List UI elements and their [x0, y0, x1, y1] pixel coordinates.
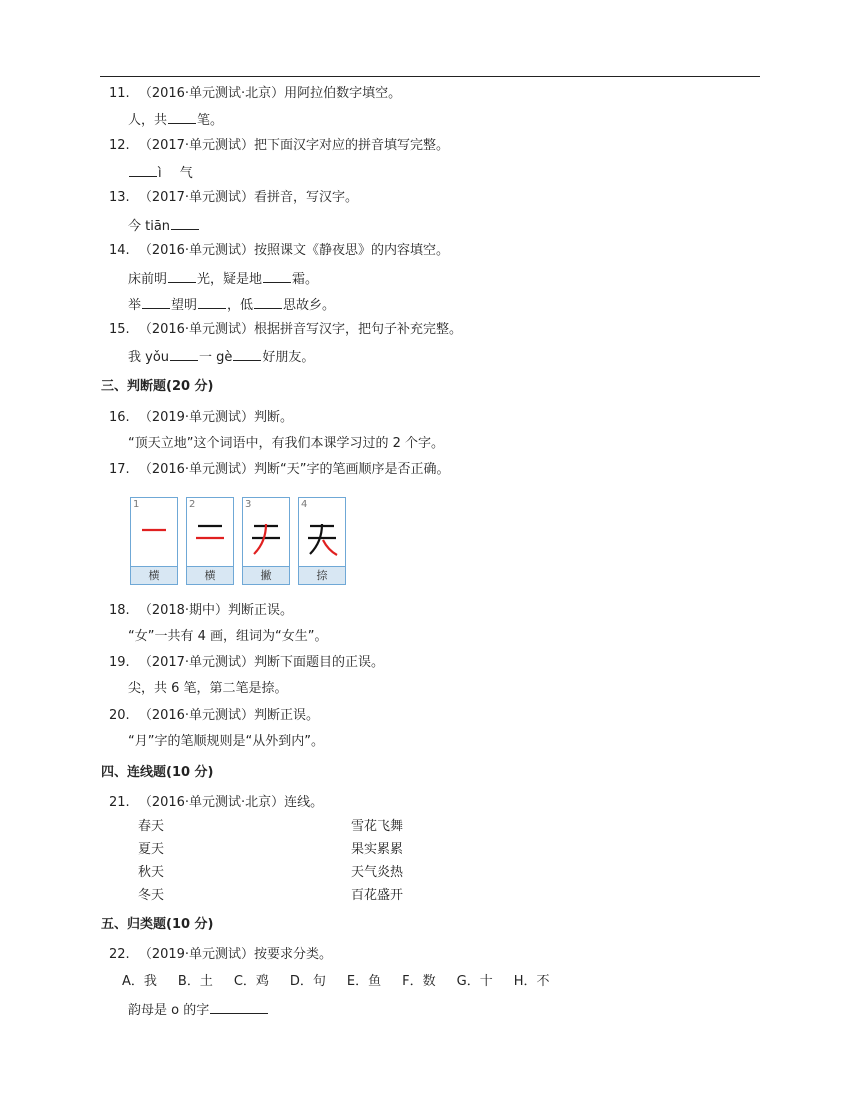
section-heading-4: 四、连线题(10 分)	[101, 765, 214, 780]
answer-blank[interactable]	[263, 270, 291, 283]
stroke-diagram	[190, 510, 230, 564]
question-12	[109, 138, 449, 154]
question-number: 13.	[109, 190, 130, 205]
question-number: 12.	[109, 138, 130, 153]
answer-blank[interactable]	[129, 164, 157, 177]
question-number: 16.	[109, 410, 130, 425]
pinyin-fragment: ì	[158, 166, 162, 181]
question-13	[109, 190, 358, 206]
answer-blank[interactable]	[210, 1001, 268, 1014]
question-number: 22.	[109, 947, 130, 962]
question-text: （2017·单元测试）判断下面题目的正误。	[138, 655, 385, 670]
question-text: （2018·期中）判断正误。	[138, 603, 294, 618]
option-c[interactable]: C．鸡	[233, 974, 269, 989]
match-left-4[interactable]: 冬天	[138, 888, 165, 903]
stroke-number: 2	[189, 499, 196, 510]
answer-blank[interactable]	[254, 296, 282, 309]
statement-16: “顶天立地”这个词语中，有我们本课学习过的 2 个字。	[128, 436, 445, 451]
question-21	[109, 795, 323, 811]
answer-blank[interactable]	[171, 217, 199, 230]
question-15	[109, 322, 462, 338]
section-heading-5: 五、归类题(10 分)	[101, 917, 214, 932]
answer-blank[interactable]	[170, 348, 198, 361]
answer-line-15	[128, 348, 314, 366]
stroke-name: 捺	[299, 566, 345, 584]
question-18	[109, 603, 293, 619]
option-b[interactable]: B．土	[177, 974, 213, 989]
question-11	[109, 86, 401, 102]
question-number: 17.	[109, 462, 130, 477]
match-right-2[interactable]: 果实累累	[351, 842, 404, 857]
option-d[interactable]: D．句	[289, 974, 326, 989]
text-fragment: 好朋友。	[262, 350, 315, 365]
question-16	[109, 410, 293, 426]
stroke-name: 横	[187, 566, 233, 584]
text-fragment: 霜。	[292, 272, 319, 287]
stroke-diagram	[134, 510, 174, 564]
question-20	[109, 708, 319, 724]
question-text: （2016·单元测试·北京）连线。	[138, 795, 324, 810]
stroke-number: 4	[301, 499, 308, 510]
statement-18: “女”一共有 4 画，组词为“女生”。	[128, 629, 328, 644]
text-fragment: 人，共	[128, 113, 168, 128]
option-h[interactable]: H．不	[513, 974, 550, 989]
match-right-4[interactable]: 百花盛开	[351, 888, 404, 903]
question-text: （2017·单元测试）看拼音，写汉字。	[138, 190, 359, 205]
text-fragment: 思故乡。	[283, 298, 336, 313]
option-e[interactable]: E．鱼	[346, 974, 382, 989]
question-number: 21.	[109, 795, 130, 810]
section-heading-3: 三、判断题(20 分)	[101, 379, 214, 394]
match-right-3[interactable]: 天气炎热	[351, 865, 404, 880]
answer-blank[interactable]	[168, 270, 196, 283]
question-number: 18.	[109, 603, 130, 618]
option-g[interactable]: G．十	[456, 974, 493, 989]
answer-line-22	[128, 1001, 269, 1019]
stroke-card-2	[186, 497, 234, 585]
question-text: （2016·单元测试）判断“天”字的笔画顺序是否正确。	[138, 462, 450, 477]
header-rule	[100, 76, 760, 77]
text-fragment: 韵母是 o 的字	[128, 1003, 210, 1018]
stroke-diagram	[246, 510, 286, 564]
question-14	[109, 243, 449, 259]
answer-blank[interactable]	[233, 348, 261, 361]
stroke-card-3	[242, 497, 290, 585]
answer-blank[interactable]	[168, 111, 196, 124]
answer-line-13	[128, 217, 200, 235]
text-fragment: 笔。	[197, 113, 224, 128]
match-left-3[interactable]: 秋天	[138, 865, 165, 880]
text-fragment: 光，疑是地	[197, 272, 263, 287]
stroke-name: 撇	[243, 566, 289, 584]
question-19	[109, 655, 384, 671]
answer-blank[interactable]	[142, 296, 170, 309]
text-fragment: 我 yǒu	[128, 350, 170, 365]
text-fragment: 一 gè	[199, 350, 233, 365]
match-left-2[interactable]: 夏天	[138, 842, 165, 857]
question-text: （2019·单元测试）按要求分类。	[138, 947, 333, 962]
text-fragment: 今 tiān	[128, 219, 171, 234]
text-fragment: 举	[128, 298, 142, 313]
question-text: （2016·单元测试）判断正误。	[138, 708, 320, 723]
question-17	[109, 462, 450, 478]
option-a[interactable]: A．我	[122, 974, 157, 989]
answer-blank[interactable]	[198, 296, 226, 309]
match-right-1[interactable]: 雪花飞舞	[351, 819, 404, 834]
stroke-card-1	[130, 497, 178, 585]
question-number: 20.	[109, 708, 130, 723]
match-left-1[interactable]: 春天	[138, 819, 165, 834]
stroke-diagram	[302, 510, 342, 564]
statement-20: “月”字的笔顺规则是“从外到内”。	[128, 734, 324, 749]
text-fragment: 床前明	[128, 272, 168, 287]
question-text: （2019·单元测试）判断。	[138, 410, 294, 425]
character: 气	[179, 166, 193, 181]
statement-19: 尖，共 6 笔，第二笔是捺。	[128, 681, 288, 696]
question-number: 11.	[109, 86, 130, 101]
options-row	[122, 974, 570, 990]
question-number: 19.	[109, 655, 130, 670]
answer-line-14a	[128, 270, 318, 288]
text-fragment: ，低	[227, 298, 254, 313]
answer-line-11	[128, 111, 223, 129]
stroke-card-4	[298, 497, 346, 585]
question-22	[109, 947, 332, 963]
question-text: （2016·单元测试·北京）用阿拉伯数字填空。	[138, 86, 402, 101]
question-number: 14.	[109, 243, 130, 258]
answer-line-14b	[128, 296, 335, 314]
question-text: （2016·单元测试）按照课文《静夜思》的内容填空。	[138, 243, 450, 258]
question-number: 15.	[109, 322, 130, 337]
question-text: （2016·单元测试）根据拼音写汉字，把句子补充完整。	[138, 322, 463, 337]
answer-line-12	[128, 164, 193, 182]
stroke-order-figure	[130, 497, 350, 585]
text-fragment: 望明	[171, 298, 198, 313]
stroke-name: 横	[131, 566, 177, 584]
stroke-number: 3	[245, 499, 252, 510]
stroke-number: 1	[133, 499, 140, 510]
question-text: （2017·单元测试）把下面汉字对应的拼音填写完整。	[138, 138, 450, 153]
option-f[interactable]: F．数	[402, 974, 436, 989]
